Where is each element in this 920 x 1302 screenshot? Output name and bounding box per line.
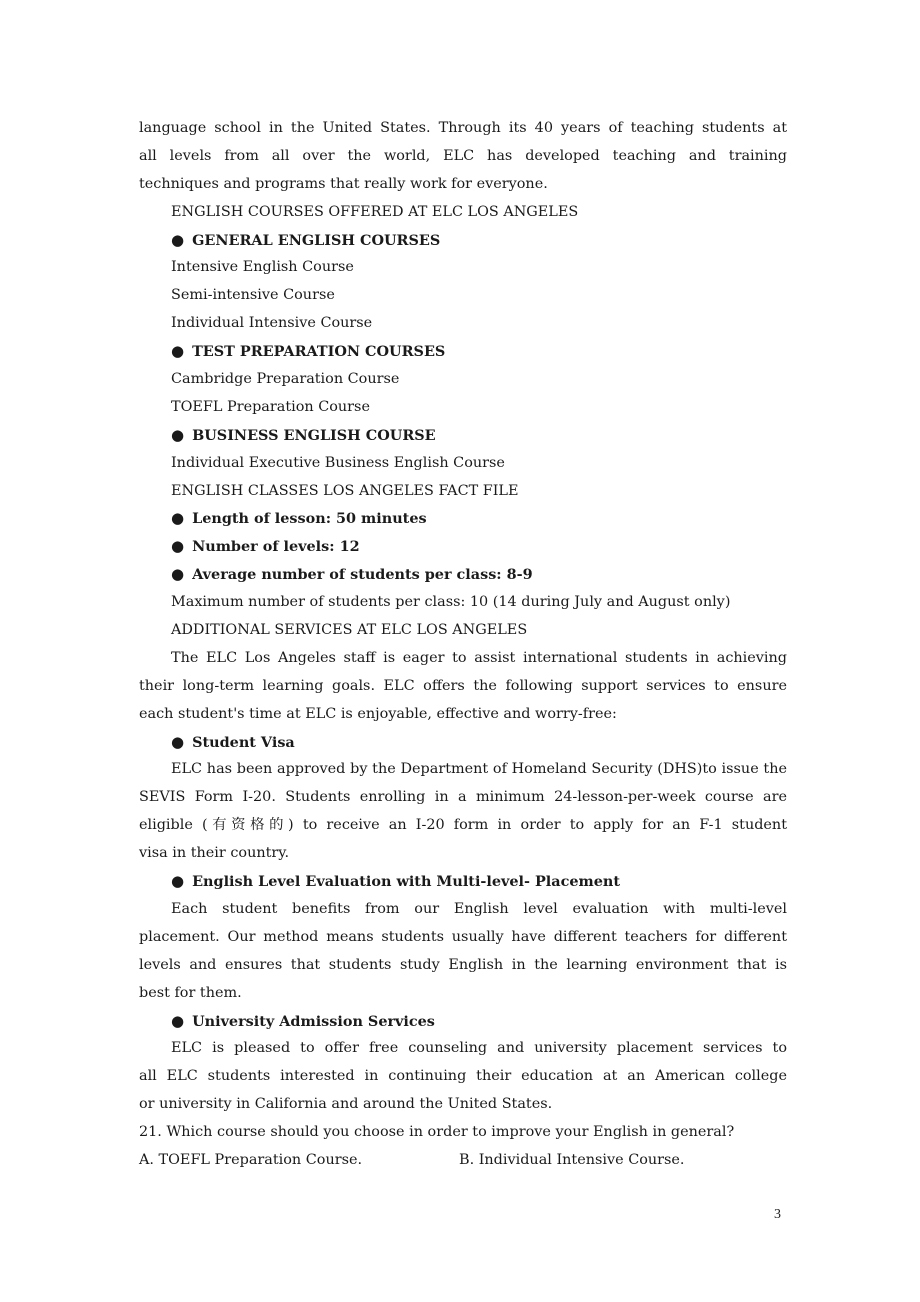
evaluation-line: levels and ensures that students study English in the learning environment that is <box>139 956 787 973</box>
fact-file-heading: ENGLISH CLASSES LOS ANGELES FACT FILE <box>171 482 519 499</box>
option-a: A. TOEFL Preparation Course. <box>139 1151 363 1168</box>
business-heading: BUSINESS ENGLISH COURSE <box>192 426 436 444</box>
bullet-icon: ● <box>171 565 185 584</box>
evaluation-line: best for them. <box>139 984 242 1001</box>
bullet-heading-evaluation <box>139 868 787 896</box>
visa-line: SEVIS Form I-20. Students enrolling in a minimum 24-lesson-per-week course are <box>139 789 787 806</box>
bullet-icon: ● <box>171 509 185 528</box>
test-prep-heading: TEST PREPARATION COURSES <box>192 343 446 361</box>
services-intro-line: each student's time at ELC is enjoyable, effective and worry-free: <box>139 705 617 722</box>
fact-item <box>139 561 787 589</box>
fact-text: Length of lesson: 50 minutes <box>192 510 427 528</box>
bullet-icon: ● <box>171 537 185 556</box>
bullet-icon: ● <box>171 230 185 249</box>
intro-line: all levels from all over the world, ELC has developed teaching and training <box>139 147 787 164</box>
course-item: TOEFL Preparation Course <box>171 398 370 415</box>
bullet-heading-visa <box>139 729 787 757</box>
option-b: B. Individual Intensive Course. <box>459 1151 685 1168</box>
bullet-icon: ● <box>171 1011 185 1030</box>
bullet-heading-test-prep <box>139 338 787 366</box>
bullet-heading-business <box>139 422 787 450</box>
visa-line: eligible (有资格的) to receive an I-20 form in order to apply for an F-1 student <box>139 817 787 834</box>
admission-line: or university in California and around the United States. <box>139 1096 553 1113</box>
course-item: Semi-intensive Course <box>171 287 335 304</box>
evaluation-line: placement. Our method means students usually have different teachers for different <box>139 928 787 945</box>
fact-text: Average number of students per class: 8-9 <box>192 566 533 584</box>
visa-heading: Student Visa <box>192 733 295 751</box>
services-intro-line: their long-term learning goals. ELC offers the following support services to ensure <box>139 677 787 694</box>
document-page <box>139 115 787 1175</box>
general-heading: GENERAL ENGLISH COURSES <box>192 231 441 249</box>
intro-line: techniques and programs that really work for everyone. <box>139 175 548 192</box>
evaluation-line: Each student benefits from our English level evaluation with multi-level <box>171 900 787 917</box>
intro-line: language school in the United States. Through its 40 years of teaching students at <box>139 120 787 136</box>
bullet-heading-admission <box>139 1008 787 1036</box>
courses-heading: ENGLISH COURSES OFFERED AT ELC LOS ANGELES <box>171 203 579 220</box>
admission-line: ELC is pleased to offer free counseling and university placement services to <box>171 1040 787 1057</box>
evaluation-heading: English Level Evaluation with Multi-level- Placement <box>192 873 620 891</box>
question-text: 21. Which course should you choose in order to improve your English in general? <box>139 1124 735 1141</box>
bullet-icon: ● <box>171 732 185 751</box>
visa-line: visa in their country. <box>139 845 290 862</box>
page-number: 3 <box>774 1207 781 1222</box>
bullet-icon: ● <box>171 342 185 361</box>
bullet-icon: ● <box>171 872 185 891</box>
fact-item <box>139 505 787 533</box>
visa-line: ELC has been approved by the Department of Homeland Security (DHS)to issue the <box>171 761 787 778</box>
fact-text: Number of levels: 12 <box>192 538 360 556</box>
admission-line: all ELC students interested in continuing their education at an American college <box>139 1068 787 1085</box>
course-item: Cambridge Preparation Course <box>171 371 400 388</box>
bullet-icon: ● <box>171 425 185 444</box>
course-item: Individual Intensive Course <box>171 315 373 332</box>
services-intro-line: The ELC Los Angeles staff is eager to assist international students in achieving <box>171 649 787 666</box>
question-options <box>139 1147 787 1175</box>
max-students: Maximum number of students per class: 10 (14 during July and August only) <box>171 594 731 611</box>
course-item: Intensive English Course <box>171 259 354 276</box>
course-item: Individual Executive Business English Course <box>171 454 505 471</box>
admission-heading: University Admission Services <box>192 1012 435 1030</box>
bullet-heading-general <box>139 227 787 255</box>
services-heading: ADDITIONAL SERVICES AT ELC LOS ANGELES <box>171 622 528 639</box>
fact-item <box>139 533 787 561</box>
